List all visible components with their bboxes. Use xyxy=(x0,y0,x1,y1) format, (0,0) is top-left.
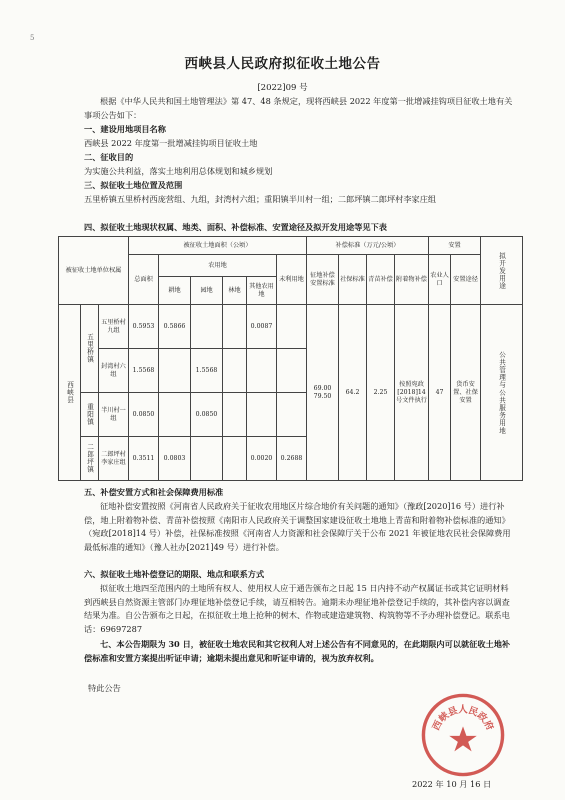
total-cell: 1.5568 xyxy=(129,349,159,393)
garden-cell xyxy=(191,437,223,481)
county-cell: 西峡县 xyxy=(59,305,81,481)
total-cell: 0.3511 xyxy=(129,437,159,481)
table-row xyxy=(59,305,523,349)
section3-body: 五里桥镇五里桥村西庞营组、九组，封湾村六组；重阳镇半川村一组；二郎坪镇二郎坪村李家庄组 xyxy=(84,194,437,204)
seal-text: 西峡县人民政府 xyxy=(430,704,496,733)
header-resettle: 安置 xyxy=(429,237,481,255)
unused-cell xyxy=(277,305,307,349)
header-resettle-way: 安置途径 xyxy=(451,255,481,305)
resettle-way-cell: 货币安置、社保安置 xyxy=(451,305,481,481)
unused-cell: 0.2688 xyxy=(277,437,307,481)
group-cell: 二郎坪村李家庄组 xyxy=(99,437,129,481)
use-cell: 公共管理与公共服务用地 xyxy=(481,305,523,481)
issue-date: 2022 年 10 月 16 日 xyxy=(412,779,492,789)
garden-cell: 0.0850 xyxy=(191,393,223,437)
header-unused: 未利用地 xyxy=(277,255,307,305)
garden-cell: 1.5568 xyxy=(191,349,223,393)
header-agri: 农用地 xyxy=(159,255,277,277)
comp-social-cell: 64.2 xyxy=(339,305,367,481)
town-cell: 五里桥镇 xyxy=(81,305,99,393)
forest-cell xyxy=(223,437,247,481)
group-cell: 封湾村六组 xyxy=(99,349,129,393)
other-agri-cell xyxy=(247,393,277,437)
arable-cell: 0.5866 xyxy=(159,305,191,349)
header-social: 社保标准 xyxy=(339,255,367,305)
other-agri-cell xyxy=(247,349,277,393)
header-area: 被征收土地面积（公顷） xyxy=(129,237,307,255)
header-attach: 附着物补偿 xyxy=(395,255,429,305)
comp-attach-cell: 按照宛政[2018]14号文件执行 xyxy=(395,305,429,481)
notice-title: 西峡县人民政府拟征收土地公告 xyxy=(184,56,381,72)
forest-cell xyxy=(223,393,247,437)
header-compensation: 补偿标准（万元/公顷） xyxy=(307,237,429,255)
section7-body: 七、本公告期限为 30 日，被征收土地农民和其它权利人对上述公告有不同意见的，在此期限内可以就征收土地补偿标准和安置方案提出听证申请；逾期未提出意见和听证申请的，视为放弃权利。 xyxy=(84,639,511,663)
header-crop: 青苗补偿 xyxy=(367,255,395,305)
group-cell: 五里桥村九组 xyxy=(99,305,129,349)
section1-heading: 一、建设用地项目名称 xyxy=(84,124,166,134)
section4-heading: 四、拟征收土地现状权属、地类、面积、补偿标准、安置途径及拟开发用途等见下表 xyxy=(84,222,387,232)
section3-heading: 三、拟征收土地位置及范围 xyxy=(84,180,183,190)
government-seal-stamp xyxy=(420,692,506,778)
arable-cell xyxy=(159,349,191,393)
corner-mark: 5 xyxy=(30,34,35,42)
section2-heading: 二、征收目的 xyxy=(84,152,134,162)
garden-cell xyxy=(191,305,223,349)
header-arable: 耕地 xyxy=(159,277,191,305)
comp-crop-cell: 2.25 xyxy=(367,305,395,481)
section5-heading: 五、补偿安置方式和社会保障费用标准 xyxy=(84,487,224,497)
header-total: 总面积 xyxy=(129,255,159,305)
header-use: 拟开发用途 xyxy=(481,237,523,305)
town-cell: 二郎坪镇 xyxy=(81,437,99,481)
group-cell: 半川村一组 xyxy=(99,393,129,437)
agri-pop-cell: 47 xyxy=(429,305,451,481)
header-forest: 林地 xyxy=(223,277,247,305)
land-acquisition-table xyxy=(58,236,523,481)
header-garden: 园地 xyxy=(191,277,223,305)
header-unit: 被征收土地单位权属 xyxy=(59,237,129,305)
arable-cell: 0.0803 xyxy=(159,437,191,481)
section6-body: 拟征收土地四至范围内的土地所有权人、使用权人应于通告颁布之日起 15 日内持不动产权属证书或其它证明材料到西峡县自然资源主管部门办理征地补偿登记手续，请互相转告。逾期未办理征地补偿登记手续的，其补偿内容以调查结果为准。自公告颁布之日起，在拟征收土地上抢种的树木、作物或建造建筑物、构筑物等不予办理补偿登记。联系电话：69697287 xyxy=(84,583,510,634)
unused-cell xyxy=(277,349,307,393)
intro-paragraph: 根据《中华人民共和国土地管理法》第 47、48 条规定，现将西峡县 2022 年度第一批增减挂钩项目征收土地有关事项公告如下： xyxy=(84,96,513,120)
document-number: [2022]09 号 xyxy=(257,83,308,93)
arable-cell xyxy=(159,393,191,437)
comp-land-cell: 69.00 79.50 xyxy=(307,305,339,481)
other-agri-cell: 0.0020 xyxy=(247,437,277,481)
total-cell: 0.5953 xyxy=(129,305,159,349)
section2-body: 为实施公共利益，落实土地利用总体规划和城乡规划 xyxy=(84,166,273,176)
section5-body: 征地补偿安置按照《河南省人民政府关于征收农用地区片综合地价有关问题的通知》（豫政[2020]16 号）进行补偿，地上附着物补偿、青苗补偿按照《南阳市人民政府关于调整国家建设征收土地地上青苗和附着物补偿标准的通知》（宛政[2018]14 号）补偿，社保标准按照《河南省人力资源和社会保障厅关于公布 2021 年被征地农民社会保障费用最低标准的通知》（豫人社办[2021]49 号）进行补偿。 xyxy=(84,501,511,552)
closing-phrase: 特此公告 xyxy=(88,683,121,693)
header-agri-pop: 农业人口 xyxy=(429,255,451,305)
unused-cell xyxy=(277,393,307,437)
section6-heading: 六、拟征收土地补偿登记的期限、地点和联系方式 xyxy=(84,569,265,579)
section1-body: 西峡县 2022 年度第一批增减挂钩项目征收土地 xyxy=(84,138,258,148)
forest-cell xyxy=(223,305,247,349)
total-cell: 0.0850 xyxy=(129,393,159,437)
star-icon xyxy=(449,726,477,751)
other-agri-cell: 0.0087 xyxy=(247,305,277,349)
header-other-agri: 其他农用地 xyxy=(247,277,277,305)
town-cell: 重阳镇 xyxy=(81,393,99,437)
forest-cell xyxy=(223,349,247,393)
header-land-comp: 征地补偿安置标准 xyxy=(307,255,339,305)
